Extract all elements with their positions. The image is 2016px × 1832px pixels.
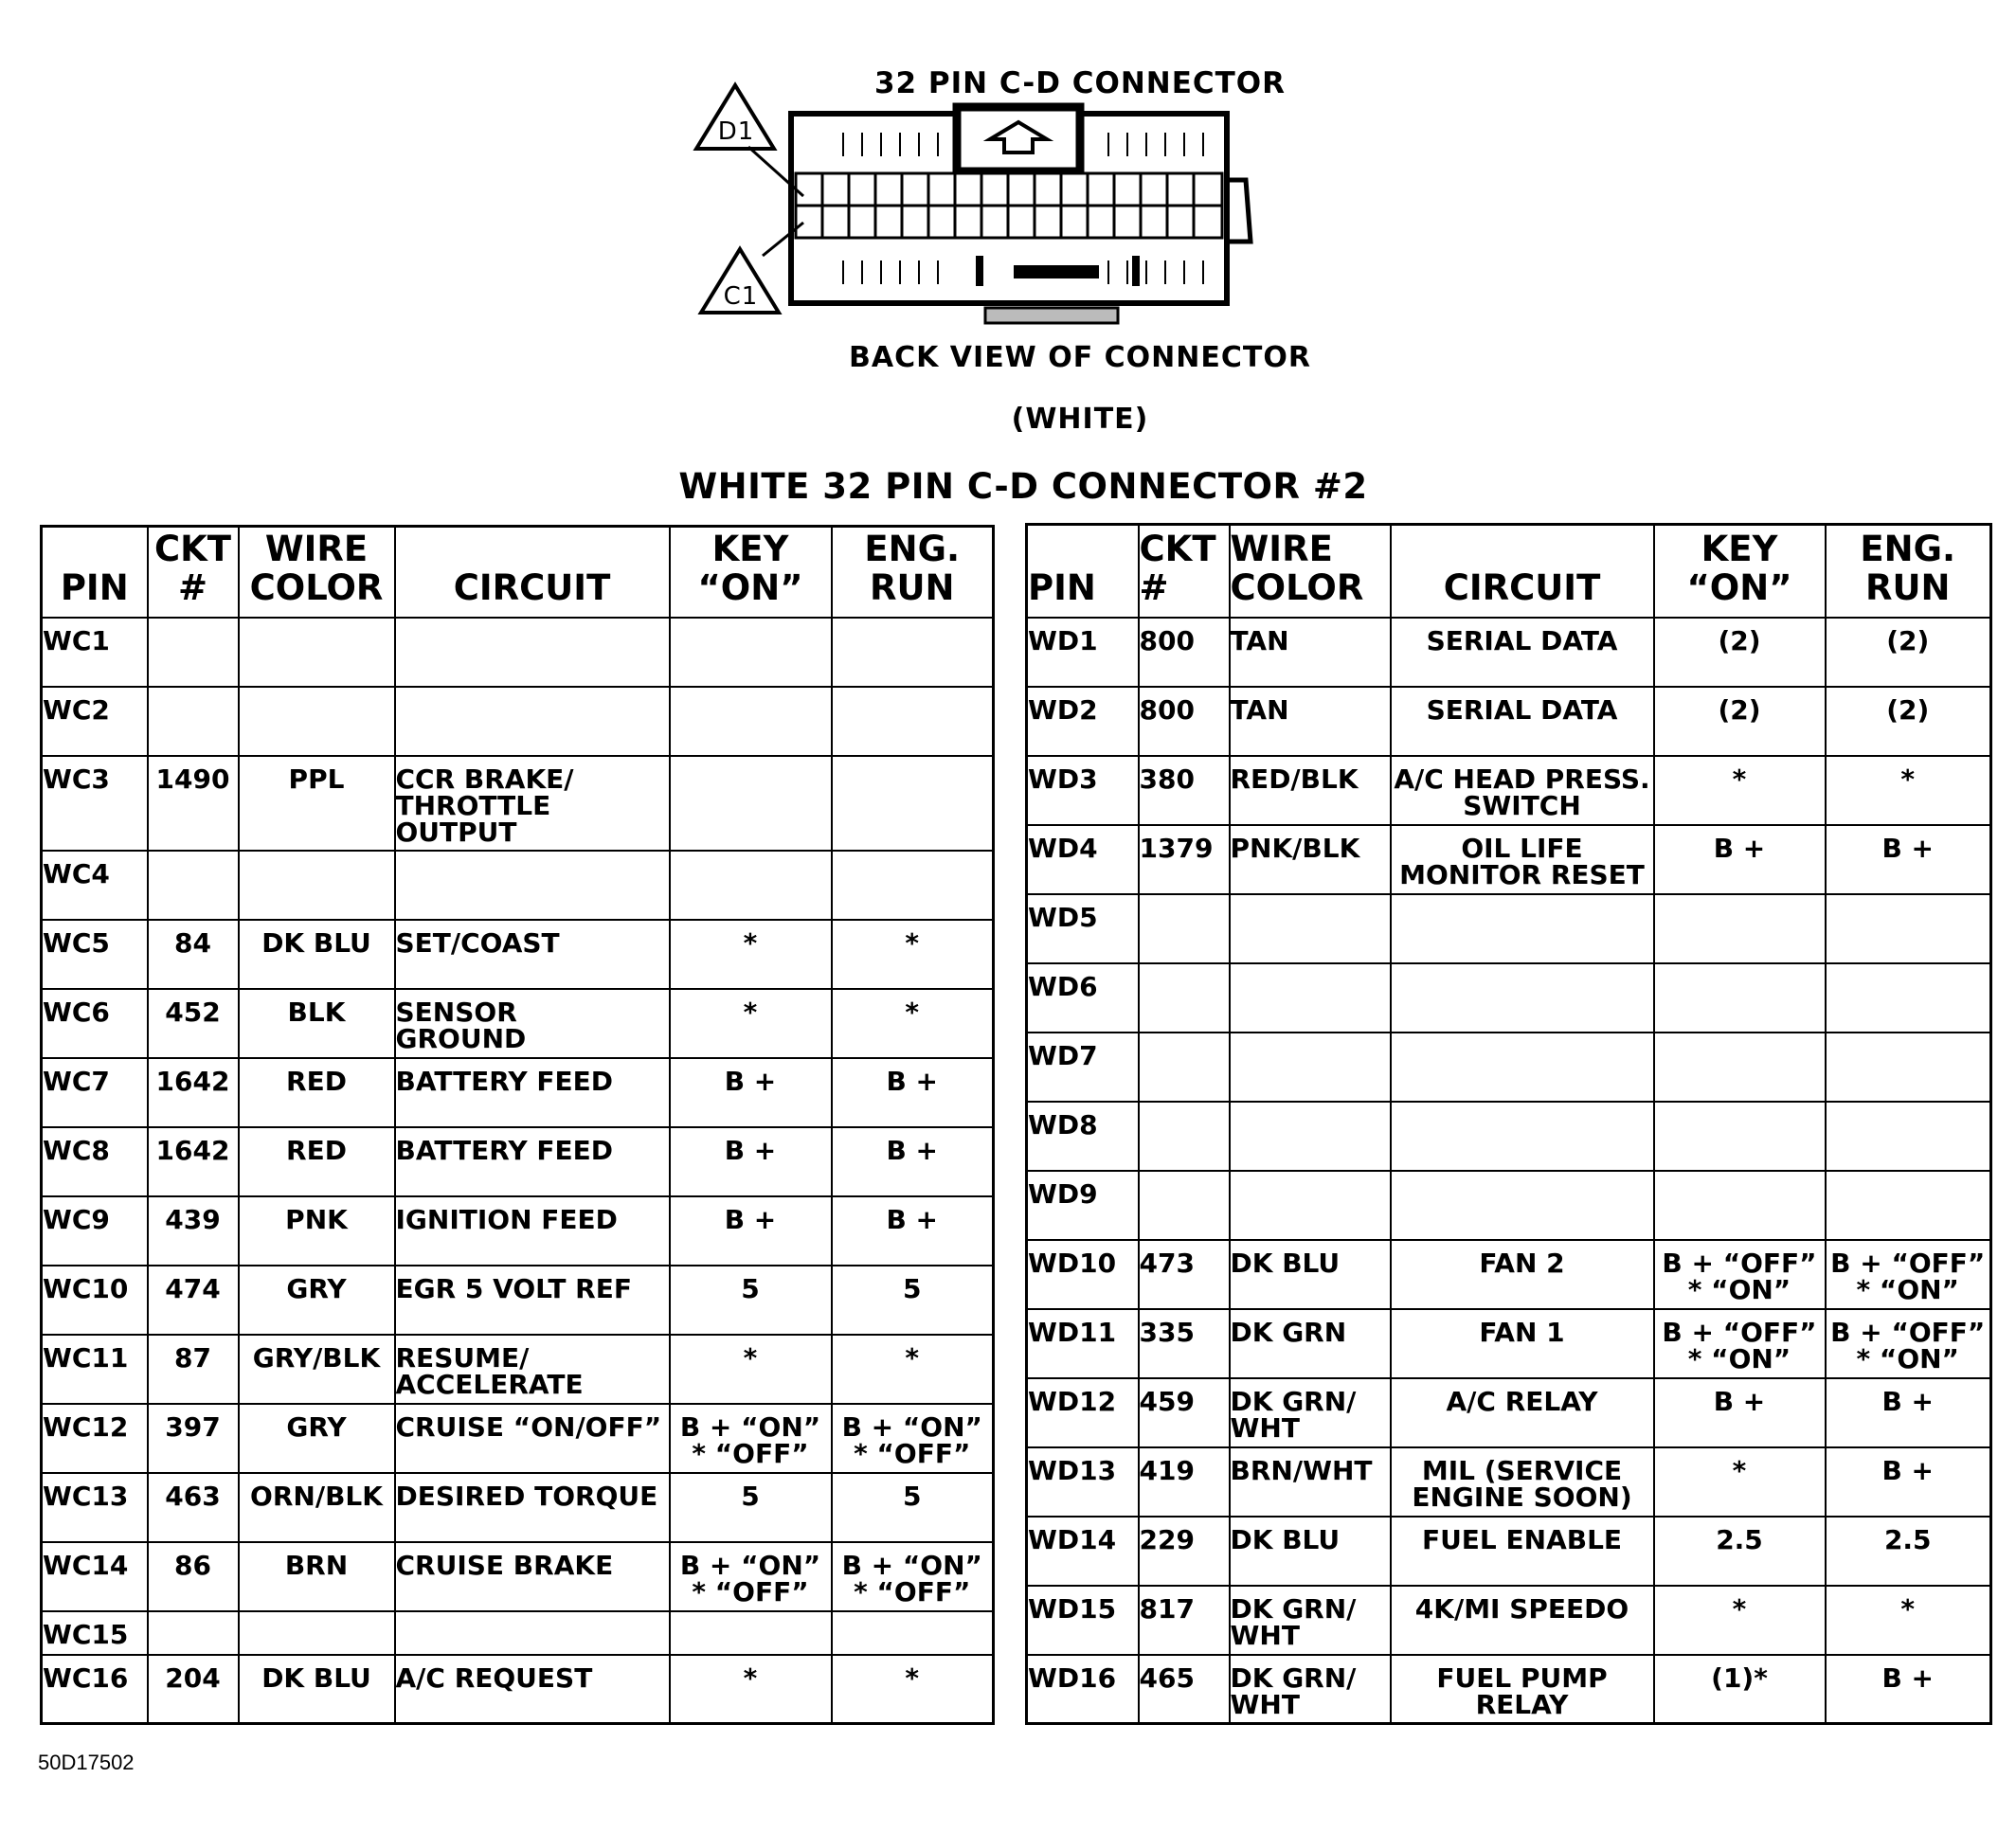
key-on-cell: B + bbox=[670, 1196, 832, 1266]
wire-color-cell bbox=[239, 618, 395, 687]
eng-run-cell: 5 bbox=[832, 1266, 994, 1335]
circuit-cell bbox=[1391, 1033, 1654, 1102]
table-row bbox=[42, 687, 994, 756]
ckt-cell: 463 bbox=[148, 1473, 239, 1542]
ckt-cell: 1642 bbox=[148, 1127, 239, 1196]
pin-cell: WC6 bbox=[42, 989, 148, 1058]
ckt-cell bbox=[148, 687, 239, 756]
ckt-cell: 335 bbox=[1139, 1309, 1230, 1378]
circuit-cell: A/C RELAY bbox=[1391, 1378, 1654, 1447]
table-row bbox=[42, 1196, 994, 1266]
table-row bbox=[42, 1611, 994, 1655]
key-on-cell: * bbox=[670, 920, 832, 989]
wire-color-cell: DK BLU bbox=[1230, 1240, 1391, 1309]
key-on-cell bbox=[670, 1611, 832, 1655]
eng-run-cell: B + bbox=[1826, 1655, 1991, 1724]
wire-color-cell: BLK bbox=[239, 989, 395, 1058]
eng-run-cell: 2.5 bbox=[1826, 1517, 1991, 1586]
wire-color-cell: DK GRN/ WHT bbox=[1230, 1655, 1391, 1724]
key-on-cell: 5 bbox=[670, 1266, 832, 1335]
key-on-cell: 2.5 bbox=[1654, 1517, 1826, 1586]
pin-cell: WD11 bbox=[1027, 1309, 1139, 1378]
circuit-cell: FAN 1 bbox=[1391, 1309, 1654, 1378]
wire-color-cell: PNK bbox=[239, 1196, 395, 1266]
pin-cell: WD15 bbox=[1027, 1586, 1139, 1655]
eng-run-cell bbox=[832, 1611, 994, 1655]
header-key-on: KEY “ON” bbox=[670, 527, 832, 618]
pin-cell: WC16 bbox=[42, 1655, 148, 1724]
eng-run-cell bbox=[1826, 1102, 1991, 1171]
circuit-cell: SERIAL DATA bbox=[1391, 618, 1654, 687]
header-pin: PIN bbox=[42, 527, 148, 618]
ckt-cell bbox=[1139, 894, 1230, 963]
wire-color-cell: TAN bbox=[1230, 618, 1391, 687]
ckt-cell: 380 bbox=[1139, 756, 1230, 825]
figure-code: 50D17502 bbox=[38, 1751, 135, 1774]
label-c1: C1 bbox=[723, 282, 759, 311]
ckt-cell: 397 bbox=[148, 1404, 239, 1473]
ckt-cell: 1642 bbox=[148, 1058, 239, 1127]
circuit-cell bbox=[395, 1611, 670, 1655]
pin-cell: WC13 bbox=[42, 1473, 148, 1542]
pin-cell: WC12 bbox=[42, 1404, 148, 1473]
circuit-cell bbox=[1391, 894, 1654, 963]
pin-cell: WC14 bbox=[42, 1542, 148, 1611]
header-ckt: CKT # bbox=[148, 527, 239, 618]
ckt-cell bbox=[1139, 1171, 1230, 1240]
ckt-cell bbox=[1139, 1033, 1230, 1102]
key-on-cell bbox=[670, 756, 832, 851]
eng-run-cell: B + “OFF” * “ON” bbox=[1826, 1240, 1991, 1309]
circuit-cell bbox=[395, 851, 670, 920]
table-row bbox=[1027, 1447, 1991, 1517]
pin-cell: WD9 bbox=[1027, 1171, 1139, 1240]
wire-color-cell: GRY/BLK bbox=[239, 1335, 395, 1404]
circuit-cell: MIL (SERVICE ENGINE SOON) bbox=[1391, 1447, 1654, 1517]
pin-cell: WD13 bbox=[1027, 1447, 1139, 1517]
ckt-cell: 473 bbox=[1139, 1240, 1230, 1309]
table-row bbox=[1027, 1033, 1991, 1102]
key-on-cell: B + bbox=[1654, 1378, 1826, 1447]
pin-cell: WD1 bbox=[1027, 618, 1139, 687]
header-ckt: CKT # bbox=[1139, 525, 1230, 618]
ckt-cell: 459 bbox=[1139, 1378, 1230, 1447]
eng-run-cell: B + bbox=[832, 1196, 994, 1266]
key-on-cell: * bbox=[1654, 756, 1826, 825]
wire-color-cell: DK BLU bbox=[1230, 1517, 1391, 1586]
circuit-cell: IGNITION FEED bbox=[395, 1196, 670, 1266]
eng-run-cell: B + bbox=[1826, 1447, 1991, 1517]
circuit-cell: SET/COAST bbox=[395, 920, 670, 989]
table-row bbox=[42, 989, 994, 1058]
eng-run-cell: 5 bbox=[832, 1473, 994, 1542]
circuit-cell: FUEL ENABLE bbox=[1391, 1517, 1654, 1586]
connector-drawing bbox=[682, 81, 1364, 336]
pin-cell: WC5 bbox=[42, 920, 148, 989]
header-row bbox=[1027, 525, 1991, 618]
eng-run-cell bbox=[832, 687, 994, 756]
table-row bbox=[1027, 1378, 1991, 1447]
pin-cell: WC2 bbox=[42, 687, 148, 756]
ckt-cell: 439 bbox=[148, 1196, 239, 1266]
ckt-cell: 204 bbox=[148, 1655, 239, 1724]
pin-cell: WD12 bbox=[1027, 1378, 1139, 1447]
wire-color-cell: PPL bbox=[239, 756, 395, 851]
eng-run-cell: B + “ON” * “OFF” bbox=[832, 1542, 994, 1611]
wire-color-cell: GRY bbox=[239, 1404, 395, 1473]
ckt-cell: 86 bbox=[148, 1542, 239, 1611]
key-on-cell: * bbox=[670, 1335, 832, 1404]
wire-color-cell: DK BLU bbox=[239, 920, 395, 989]
circuit-cell bbox=[1391, 1171, 1654, 1240]
header-circuit: CIRCUIT bbox=[395, 527, 670, 618]
eng-run-cell: (2) bbox=[1826, 618, 1991, 687]
wire-color-cell: DK GRN/ WHT bbox=[1230, 1586, 1391, 1655]
eng-run-cell: * bbox=[832, 1335, 994, 1404]
pin-cell: WD7 bbox=[1027, 1033, 1139, 1102]
circuit-cell: FAN 2 bbox=[1391, 1240, 1654, 1309]
pin-cell: WC7 bbox=[42, 1058, 148, 1127]
table-row bbox=[42, 1335, 994, 1404]
eng-run-cell bbox=[832, 618, 994, 687]
circuit-cell bbox=[1391, 963, 1654, 1033]
pin-cell: WD10 bbox=[1027, 1240, 1139, 1309]
circuit-cell: EGR 5 VOLT REF bbox=[395, 1266, 670, 1335]
table-row bbox=[42, 1655, 994, 1724]
wire-color-cell: RED bbox=[239, 1058, 395, 1127]
key-on-cell bbox=[670, 687, 832, 756]
header-pin: PIN bbox=[1027, 525, 1139, 618]
eng-run-cell: B + bbox=[1826, 1378, 1991, 1447]
eng-run-cell: (2) bbox=[1826, 687, 1991, 756]
key-on-cell: B + “OFF” * “ON” bbox=[1654, 1309, 1826, 1378]
table-row bbox=[42, 1473, 994, 1542]
circuit-cell: SENSOR GROUND bbox=[395, 989, 670, 1058]
ckt-cell: 87 bbox=[148, 1335, 239, 1404]
table-title: WHITE 32 PIN C-D CONNECTOR #2 bbox=[678, 466, 1368, 507]
header-wire-color: WIRE COLOR bbox=[1230, 525, 1391, 618]
table-row bbox=[1027, 756, 1991, 825]
circuit-cell: A/C HEAD PRESS. SWITCH bbox=[1391, 756, 1654, 825]
key-on-cell: (2) bbox=[1654, 618, 1826, 687]
table-row bbox=[42, 1404, 994, 1473]
eng-run-cell: * bbox=[832, 1655, 994, 1724]
ckt-cell bbox=[148, 1611, 239, 1655]
table-row bbox=[1027, 618, 1991, 687]
key-on-cell: B + “ON” * “OFF” bbox=[670, 1542, 832, 1611]
wire-color-cell bbox=[239, 687, 395, 756]
table-row bbox=[42, 851, 994, 920]
wire-color-cell bbox=[1230, 963, 1391, 1033]
key-on-cell: * bbox=[1654, 1447, 1826, 1517]
pin-cell: WC8 bbox=[42, 1127, 148, 1196]
ckt-cell: 817 bbox=[1139, 1586, 1230, 1655]
key-on-cell: * bbox=[670, 989, 832, 1058]
eng-run-cell: * bbox=[1826, 756, 1991, 825]
wire-color-cell: BRN bbox=[239, 1542, 395, 1611]
pin-cell: WD2 bbox=[1027, 687, 1139, 756]
ckt-cell bbox=[148, 851, 239, 920]
pin-cell: WC15 bbox=[42, 1611, 148, 1655]
wire-color-cell: RED/BLK bbox=[1230, 756, 1391, 825]
key-on-cell bbox=[1654, 1171, 1826, 1240]
header-key-on: KEY “ON” bbox=[1654, 525, 1826, 618]
table-row bbox=[42, 1127, 994, 1196]
ckt-cell: 800 bbox=[1139, 618, 1230, 687]
pin-cell: WC1 bbox=[42, 618, 148, 687]
pin-cell: WC4 bbox=[42, 851, 148, 920]
ckt-cell: 474 bbox=[148, 1266, 239, 1335]
eng-run-cell bbox=[832, 756, 994, 851]
eng-run-cell: B + bbox=[832, 1058, 994, 1127]
pin-cell: WC9 bbox=[42, 1196, 148, 1266]
ckt-cell: 419 bbox=[1139, 1447, 1230, 1517]
pin-cell: WD16 bbox=[1027, 1655, 1139, 1724]
table-row bbox=[42, 920, 994, 989]
ckt-cell: 1490 bbox=[148, 756, 239, 851]
pin-cell: WD5 bbox=[1027, 894, 1139, 963]
eng-run-cell: B + bbox=[1826, 825, 1991, 894]
circuit-cell: SERIAL DATA bbox=[1391, 687, 1654, 756]
table-row bbox=[1027, 1171, 1991, 1240]
wire-color-cell bbox=[239, 851, 395, 920]
pin-cell: WD6 bbox=[1027, 963, 1139, 1033]
circuit-cell: DESIRED TORQUE bbox=[395, 1473, 670, 1542]
circuit-cell: A/C REQUEST bbox=[395, 1655, 670, 1724]
pin-cell: WC11 bbox=[42, 1335, 148, 1404]
key-on-cell: * bbox=[1654, 1586, 1826, 1655]
circuit-cell bbox=[395, 618, 670, 687]
key-on-cell bbox=[670, 851, 832, 920]
key-on-cell: B + bbox=[670, 1058, 832, 1127]
wire-color-cell: DK GRN/ WHT bbox=[1230, 1378, 1391, 1447]
label-d1: D1 bbox=[717, 117, 755, 146]
key-on-cell bbox=[1654, 963, 1826, 1033]
circuit-cell: CRUISE “ON/OFF” bbox=[395, 1404, 670, 1473]
table-row bbox=[1027, 1517, 1991, 1586]
wire-color-cell: DK GRN bbox=[1230, 1309, 1391, 1378]
ckt-cell: 84 bbox=[148, 920, 239, 989]
circuit-cell: RESUME/ ACCELERATE bbox=[395, 1335, 670, 1404]
eng-run-cell bbox=[1826, 963, 1991, 1033]
pin-cell: WD4 bbox=[1027, 825, 1139, 894]
circuit-cell bbox=[395, 687, 670, 756]
header-row bbox=[42, 527, 994, 618]
circuit-cell: FUEL PUMP RELAY bbox=[1391, 1655, 1654, 1724]
key-on-cell: (1)* bbox=[1654, 1655, 1826, 1724]
wire-color-cell bbox=[239, 1611, 395, 1655]
key-on-cell: B + bbox=[670, 1127, 832, 1196]
table-row bbox=[1027, 963, 1991, 1033]
wire-color-cell: ORN/BLK bbox=[239, 1473, 395, 1542]
right-pin-table bbox=[1025, 523, 1992, 1725]
pin-cell: WD8 bbox=[1027, 1102, 1139, 1171]
key-on-cell bbox=[1654, 1102, 1826, 1171]
header-circuit: CIRCUIT bbox=[1391, 525, 1654, 618]
wire-color-cell bbox=[1230, 1102, 1391, 1171]
circuit-cell: BATTERY FEED bbox=[395, 1127, 670, 1196]
wire-color-cell: GRY bbox=[239, 1266, 395, 1335]
color-caption: (WHITE) bbox=[1011, 403, 1149, 436]
eng-run-cell: * bbox=[1826, 1586, 1991, 1655]
ckt-cell bbox=[1139, 963, 1230, 1033]
table-row bbox=[1027, 1102, 1991, 1171]
header-wire-color: WIRE COLOR bbox=[239, 527, 395, 618]
header-eng-run: ENG. RUN bbox=[1826, 525, 1991, 618]
table-row bbox=[1027, 1240, 1991, 1309]
table-row bbox=[1027, 1586, 1991, 1655]
circuit-cell: CRUISE BRAKE bbox=[395, 1542, 670, 1611]
circuit-cell: BATTERY FEED bbox=[395, 1058, 670, 1127]
ckt-cell: 229 bbox=[1139, 1517, 1230, 1586]
table-row bbox=[42, 1266, 994, 1335]
ckt-cell: 800 bbox=[1139, 687, 1230, 756]
circuit-cell: CCR BRAKE/ THROTTLE OUTPUT bbox=[395, 756, 670, 851]
key-on-cell bbox=[1654, 894, 1826, 963]
pin-cell: WC10 bbox=[42, 1266, 148, 1335]
wire-color-cell bbox=[1230, 1033, 1391, 1102]
table-row bbox=[42, 618, 994, 687]
table-row bbox=[1027, 825, 1991, 894]
table-row bbox=[42, 756, 994, 851]
wire-color-cell bbox=[1230, 894, 1391, 963]
wire-color-cell: DK BLU bbox=[239, 1655, 395, 1724]
header-eng-run: ENG. RUN bbox=[832, 527, 994, 618]
eng-run-cell bbox=[832, 851, 994, 920]
table-row bbox=[1027, 1309, 1991, 1378]
view-caption: BACK VIEW OF CONNECTOR bbox=[849, 341, 1311, 374]
table-row bbox=[1027, 687, 1991, 756]
table-row bbox=[1027, 894, 1991, 963]
key-on-cell: B + “OFF” * “ON” bbox=[1654, 1240, 1826, 1309]
eng-run-cell: B + “OFF” * “ON” bbox=[1826, 1309, 1991, 1378]
table-row bbox=[42, 1058, 994, 1127]
ckt-cell bbox=[148, 618, 239, 687]
key-on-cell bbox=[670, 618, 832, 687]
key-on-cell: B + “ON” * “OFF” bbox=[670, 1404, 832, 1473]
pin-cell: WD14 bbox=[1027, 1517, 1139, 1586]
circuit-cell bbox=[1391, 1102, 1654, 1171]
circuit-cell: 4K/MI SPEEDO bbox=[1391, 1586, 1654, 1655]
eng-run-cell bbox=[1826, 1033, 1991, 1102]
eng-run-cell: B + “ON” * “OFF” bbox=[832, 1404, 994, 1473]
key-on-cell: 5 bbox=[670, 1473, 832, 1542]
eng-run-cell: * bbox=[832, 989, 994, 1058]
wire-color-cell: PNK/BLK bbox=[1230, 825, 1391, 894]
ckt-cell: 465 bbox=[1139, 1655, 1230, 1724]
connector-title: 32 PIN C-D CONNECTOR bbox=[873, 66, 1287, 100]
pin-cell: WD3 bbox=[1027, 756, 1139, 825]
wire-color-cell: RED bbox=[239, 1127, 395, 1196]
table-row bbox=[42, 1542, 994, 1611]
key-on-cell bbox=[1654, 1033, 1826, 1102]
key-on-cell: B + bbox=[1654, 825, 1826, 894]
key-on-cell: (2) bbox=[1654, 687, 1826, 756]
circuit-cell: OIL LIFE MONITOR RESET bbox=[1391, 825, 1654, 894]
pin-cell: WC3 bbox=[42, 756, 148, 851]
eng-run-cell bbox=[1826, 894, 1991, 963]
ckt-cell: 1379 bbox=[1139, 825, 1230, 894]
eng-run-cell: B + bbox=[832, 1127, 994, 1196]
table-row bbox=[1027, 1655, 1991, 1724]
left-pin-table bbox=[40, 525, 995, 1725]
ckt-cell: 452 bbox=[148, 989, 239, 1058]
eng-run-cell bbox=[1826, 1171, 1991, 1240]
wire-color-cell bbox=[1230, 1171, 1391, 1240]
ckt-cell bbox=[1139, 1102, 1230, 1171]
wire-color-cell: TAN bbox=[1230, 687, 1391, 756]
eng-run-cell: * bbox=[832, 920, 994, 989]
key-on-cell: * bbox=[670, 1655, 832, 1724]
wire-color-cell: BRN/WHT bbox=[1230, 1447, 1391, 1517]
